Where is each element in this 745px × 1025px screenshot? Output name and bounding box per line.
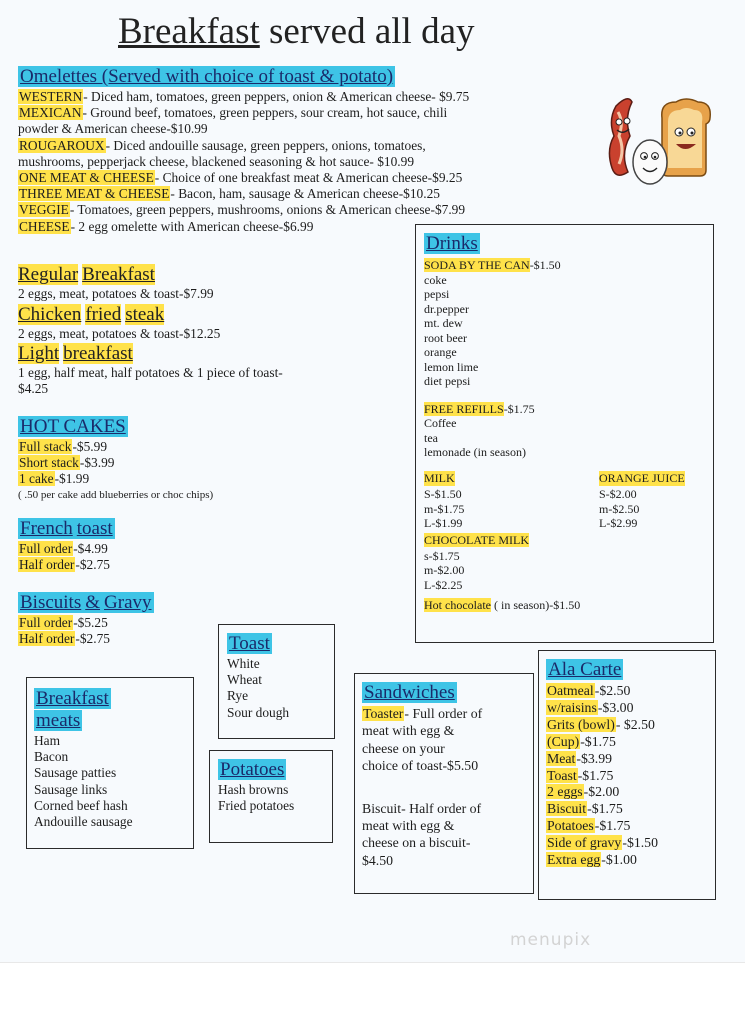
- omelette-item: MEXICAN- Ground beef, tomatoes, green peppers, sour cream, hot sauce, chili: [19, 105, 448, 121]
- omelette-item: ROUGAROUX- Diced andouille sausage, green peppers, onions, tomatoes,: [19, 137, 426, 153]
- potatoes-box: [209, 750, 333, 843]
- toast-item: Sour dough: [227, 704, 290, 720]
- omelette-name: VEGGIE: [19, 202, 69, 218]
- menu-item: Full order-$4.99: [19, 541, 108, 556]
- menu-item: Short stack-$3.99: [19, 455, 115, 471]
- breakfast-meats-heading-2: meats: [36, 710, 81, 731]
- omelette-name: ONE MEAT & CHEESE: [19, 170, 154, 186]
- ala-carte-item: 2 eggs-$2.00: [547, 784, 620, 800]
- free-refills: FREE REFILLS-$1.75: [424, 401, 535, 416]
- ala-carte-item: Extra egg-$1.00: [547, 852, 637, 868]
- sandwich-desc: meat with egg &: [362, 723, 455, 739]
- hot-cakes-section: [18, 416, 213, 501]
- omelette-item: CHEESE- 2 egg omelette with American cheese-$6.99: [19, 218, 314, 234]
- toaster-sandwich: Toaster- Full order of: [363, 706, 483, 721]
- omelette-name: WESTERN: [19, 89, 83, 104]
- light-breakfast-section: [18, 343, 283, 397]
- biscuits-gravy-section: [18, 592, 154, 647]
- page-margin: [0, 962, 745, 1025]
- chocolate-milk-label: CHOCOLATE MILK: [424, 532, 529, 547]
- ala-carte-heading: Ala Carte: [548, 659, 622, 680]
- toast-item: Rye: [227, 688, 249, 704]
- drinks-box: [415, 224, 714, 643]
- omelettes-section: [18, 66, 469, 235]
- drink-item: orange: [424, 345, 457, 359]
- biscuits-gravy-heading: Biscuits & Gravy: [20, 592, 152, 613]
- ala-carte-item: Meat-$3.99: [547, 750, 612, 766]
- orange-juice-section: [599, 469, 685, 531]
- drink-item: tea: [424, 430, 438, 445]
- chicken-fried-steak-section: [18, 304, 220, 342]
- biscuit-sandwich: Biscuit- Half order of: [362, 800, 482, 816]
- drink-size-price: L-$2.99: [599, 516, 638, 530]
- drink-size-price: L-$2.25: [424, 577, 463, 592]
- omelette-name: ROUGAROUX: [19, 137, 105, 153]
- drink-item: coke: [424, 272, 447, 287]
- page-title: Breakfast served all day: [118, 11, 475, 52]
- ala-carte-item: Potatoes-$1.75: [547, 818, 631, 834]
- toast-heading: Toast: [229, 633, 270, 654]
- ala-carte-item: Toast-$1.75: [547, 767, 614, 783]
- breakfast-meats-heading: Breakfast: [36, 688, 109, 709]
- hot-cakes-note: ( .50 per cake add blueberries or choc chips): [18, 488, 214, 501]
- drink-size-price: m-$1.75: [424, 501, 465, 516]
- regular-breakfast-section: [18, 264, 214, 302]
- soda-by-the-can: SODA BY THE CAN-$1.50: [424, 258, 561, 272]
- sandwich-desc: cheese on a biscuit-: [362, 835, 471, 851]
- drink-size-price: s-$1.75: [424, 548, 460, 563]
- drink-item: root beer: [424, 330, 467, 345]
- menu-item: Full stack-$5.99: [19, 439, 108, 454]
- omelette-item: ONE MEAT & CHEESE- Choice of one breakfast meat & American cheese-$9.25: [19, 170, 463, 186]
- toast-icon: [662, 99, 710, 176]
- light-breakfast-price: $4.25: [18, 381, 49, 397]
- meat-item: Sausage patties: [34, 765, 117, 781]
- omelette-item: THREE MEAT & CHEESE- Bacon, ham, sausage & American cheese-$10.25: [19, 186, 440, 202]
- sandwich-desc: cheese on your: [362, 740, 445, 756]
- hot-chocolate: Hot chocolate ( in season)-$1.50: [424, 598, 581, 612]
- omelette-item-continued: mushrooms, pepperjack cheese, blackened seasoning & hot sauce- $10.99: [18, 153, 415, 169]
- meat-item: Bacon: [34, 749, 69, 765]
- sandwiches-box: [354, 673, 534, 894]
- light-breakfast-heading: Light breakfast: [18, 343, 133, 364]
- french-toast-heading: French toast: [20, 518, 113, 539]
- drink-item: lemonade (in season): [424, 445, 526, 459]
- meat-item: Corned beef hash: [34, 797, 128, 813]
- omelette-name: THREE MEAT & CHEESE: [19, 186, 170, 202]
- omelette-item: WESTERN- Diced ham, tomatoes, green peppers, onion & American cheese- $9.75: [19, 89, 470, 104]
- drink-item: mt. dew: [424, 316, 463, 330]
- ala-carte-item: (Cup)-$1.75: [547, 733, 616, 749]
- regular-breakfast-desc: 2 eggs, meat, potatoes & toast-$7.99: [18, 286, 214, 301]
- potato-item: Hash browns: [218, 782, 289, 797]
- french-toast-section: [18, 518, 115, 573]
- drink-size-price: m-$2.00: [424, 563, 465, 577]
- drink-size-price: S-$2.00: [599, 487, 637, 501]
- sandwich-desc: choice of toast-$5.50: [362, 758, 479, 774]
- ala-carte-item: Grits (bowl)- $2.50: [547, 716, 655, 732]
- menu-item: Full order-$5.25: [19, 615, 108, 630]
- sandwiches-heading: Sandwiches: [364, 682, 455, 703]
- sandwich-desc: $4.50: [362, 852, 394, 868]
- chicken-fried-steak-desc: 2 eggs, meat, potatoes & toast-$12.25: [18, 326, 221, 341]
- menu-item: Half order-$2.75: [19, 631, 110, 647]
- drink-item: diet pepsi: [424, 374, 471, 388]
- meat-item: Andouille sausage: [34, 814, 133, 830]
- bacon-icon: [609, 99, 632, 175]
- omelette-item-continued: powder & American cheese-$10.99: [18, 121, 208, 137]
- menu-item: Half order-$2.75: [19, 557, 110, 573]
- ala-carte-item: Oatmeal-$2.50: [547, 683, 631, 698]
- potato-item: Fried potatoes: [218, 798, 295, 814]
- toast-item: White: [227, 656, 260, 671]
- regular-breakfast-heading: Regular Breakfast: [18, 264, 155, 285]
- breakfast-meats-box: [26, 677, 194, 849]
- light-breakfast-desc: 1 egg, half meat, half potatoes & 1 piece of toast-: [18, 365, 283, 380]
- omelette-name: CHEESE: [19, 218, 70, 234]
- drink-size-price: S-$1.50: [424, 487, 462, 501]
- ala-carte-item: w/raisins-$3.00: [547, 699, 634, 715]
- omelette-item: VEGGIE- Tomatoes, green peppers, mushrooms, onions & American cheese-$7.99: [19, 202, 466, 218]
- drink-item: dr.pepper: [424, 301, 469, 316]
- ala-carte-box: [538, 650, 716, 900]
- ala-carte-item: Side of gravy-$1.50: [547, 835, 658, 851]
- milk-label: MILK: [424, 471, 455, 485]
- egg-icon: [633, 140, 667, 184]
- milk-section: [424, 469, 529, 592]
- drink-size-price: L-$1.99: [424, 516, 463, 530]
- orange-juice-label: ORANGE JUICE: [599, 471, 685, 485]
- drink-item: lemon lime: [424, 359, 479, 374]
- potatoes-heading: Potatoes: [220, 759, 285, 780]
- drink-item: Coffee: [424, 416, 457, 430]
- toast-box: [218, 624, 335, 739]
- sandwich-desc: meat with egg &: [362, 818, 455, 834]
- hot-cakes-heading: HOT CAKES: [20, 416, 126, 437]
- menupix-watermark: menupix: [510, 930, 592, 950]
- meat-item: Ham: [34, 733, 61, 748]
- omelette-name: MEXICAN: [19, 105, 82, 121]
- meat-item: Sausage links: [34, 781, 108, 797]
- toast-item: Wheat: [227, 672, 262, 688]
- drinks-heading: Drinks: [426, 233, 478, 254]
- chicken-fried-steak-heading: Chicken fried steak: [18, 304, 165, 325]
- drink-size-price: m-$2.50: [599, 501, 640, 516]
- omelettes-heading: Omelettes (Served with choice of toast & potato): [20, 66, 394, 87]
- drink-item: pepsi: [424, 287, 450, 301]
- menu-item: 1 cake-$1.99: [19, 471, 90, 487]
- breakfast-mascot-illustration: [606, 88, 718, 196]
- ala-carte-item: Biscuit-$1.75: [547, 801, 623, 817]
